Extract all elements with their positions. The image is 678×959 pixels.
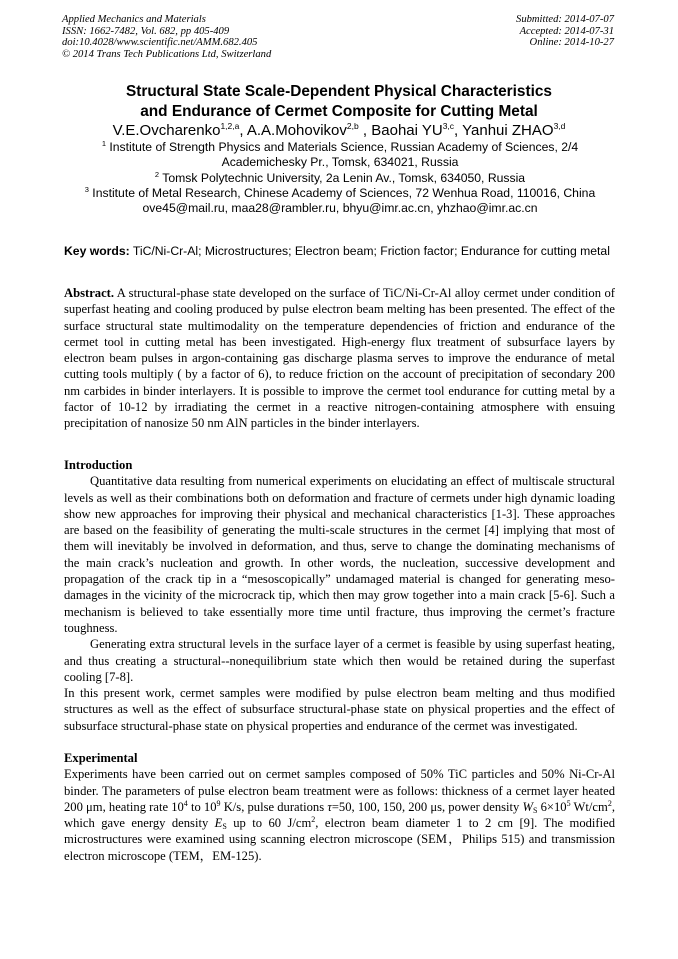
text-run: Wt/cm — [570, 799, 608, 814]
keywords-text: TiC/Ni-Cr-Al; Microstructures; Electron beam; Friction factor; Endurance for cutting metal — [129, 244, 610, 258]
affiliation-2 — [40, 171, 640, 186]
author-emails: ove45@mail.ru, maa28@rambler.ru, bhyu@imr.ac.cn, yhzhao@imr.ac.cn — [142, 201, 538, 216]
online-date: Online: 2014-10-27 — [529, 37, 614, 49]
affiliation-3 — [40, 186, 640, 201]
journal-copyright: © 2014 Trans Tech Publications Ltd, Switzerland — [62, 48, 272, 60]
affiliation-2-text: Tomsk Polytechnic University, 2a Lenin Av., Tomsk, 634050, Russia — [159, 170, 526, 185]
experimental-section — [64, 750, 615, 864]
abstract-text: A structural-phase state developed on the surface of TiC/Ni-Cr-Al alloy cermet under condition of superfast heating and cooling produced by pulse electron beam melting has been presented. The effect of the surface structural state multimodality on the temperature dependencies of friction and endurance of the cermet tool in cutting metal has been investigated. High-energy flux treatment of subsurface layers by electron beam pulses in argon-containing gas discharge plasma serves to improve the endurance of metal cutting tools multiply ( by a factor of 6), to reduce friction on the account of precipitation of secondary 200 nm carbides in binder interlayers. It is possible to improve the cermet tool endurance for cutting metal by a factor of 10-12 by irradiating the cermet in a reactive nitrogen-containing atmosphere with ensuing precipitation of nanosize 50 nm AlN particles in the binder interlayers. — [64, 286, 615, 431]
affiliation-1-text: Institute of Strength Physics and Materials Science, Russian Academy of Sciences, 2/4 — [106, 140, 579, 154]
text-run: , which gave energy density — [64, 799, 615, 831]
text-run: K/s, pulse durations — [220, 799, 328, 814]
exponent: 5 — [566, 798, 571, 808]
journal-name: Applied Mechanics and Materials — [62, 14, 206, 25]
accepted-date: Accepted: 2014-07-31 — [519, 25, 614, 37]
exponent: 2 — [607, 798, 612, 808]
symbol-e: E — [214, 816, 223, 831]
author-separator: , — [454, 122, 463, 139]
submission-dates — [516, 14, 614, 49]
text-run: =50, 100, 150, 200 μs, power density — [331, 799, 523, 814]
author-affiliation-mark: 2,b — [346, 121, 359, 131]
text-run: up to 60 J/cm — [226, 816, 312, 831]
submitted-date: Submitted: 2014-07-07 — [516, 14, 614, 25]
paper-title — [0, 82, 678, 122]
affiliations — [40, 140, 640, 216]
author-name: A.A.Mohovikov — [246, 122, 347, 139]
author-name: Yanhui ZHAO — [462, 122, 554, 139]
abstract-label: Abstract. — [64, 286, 115, 300]
experimental-heading: Experimental — [64, 751, 138, 765]
symbol-tau: τ — [327, 799, 332, 814]
author-affiliation-mark: 1,2,a — [220, 121, 240, 131]
keywords — [64, 243, 615, 259]
exponent: 9 — [216, 798, 221, 808]
subscript: S — [222, 822, 227, 832]
author-name: Baohai YU — [371, 122, 443, 139]
paragraph — [64, 766, 615, 864]
paragraph: Generating extra structural levels in the surface layer of a cermet is feasible by using superfast heating, and thus creating a structural--nonequilibrium state which then would be retained during the superfast cooling [7-8]. — [64, 637, 615, 684]
affiliation-mark: 2 — [154, 169, 160, 179]
exponent: 2 — [311, 815, 316, 825]
affiliation-1 — [40, 140, 640, 155]
author-name: V.E.Ovcharenko — [112, 122, 221, 139]
author-affiliation-mark: 3,d — [553, 121, 566, 131]
title-line-1: Structural State Scale-Dependent Physical Characteristics — [126, 83, 552, 100]
exponent: 4 — [183, 798, 188, 808]
abstract — [64, 285, 615, 432]
affiliation-mark: 3 — [84, 184, 89, 194]
paragraph: In this present work, cermet samples were modified by pulse electron beam melting and thus modified structures as well as the effect of subsurface structural-phase state on physical properties and the effect of subsurface structural-phase state on physical properties and endurance of the cermet was investigated. — [64, 686, 615, 733]
author-separator: , — [239, 122, 247, 139]
journal-doi: doi:10.4028/www.scientific.net/AMM.682.405 — [62, 37, 258, 49]
author-list — [0, 121, 678, 140]
text-run: to 10 — [187, 799, 217, 814]
journal-info — [62, 14, 271, 60]
author-affiliation-mark: 3,c — [442, 121, 455, 131]
journal-issn: ISSN: 1662-7482, Vol. 682, pp 405-409 — [62, 25, 230, 37]
introduction-heading: Introduction — [64, 458, 133, 472]
introduction-section — [64, 457, 615, 734]
affiliation-3-text: Institute of Metal Research, Chinese Academy of Sciences, 72 Wenhua Road, 110016, China — [88, 185, 596, 200]
title-line-2: and Endurance of Cermet Composite for Cutting Metal — [140, 103, 538, 120]
author-separator: , — [358, 122, 372, 139]
text-run: 6×10 — [537, 799, 567, 814]
paragraph: Quantitative data resulting from numerical experiments on elucidating an effect of multiscale structural levels as well as their combinations both on deformation and fracture of cermets under high dynamic loading show new approaches for improving their physical and mechanical characteristics [1-3]. These approaches are based on the feasibility of generating the multi-scale structures in the cermet [4] implying that most of them will inevitably be involved in deformation, and thus, serve to change the dominating mechanisms of the main crack’s nucleation and growth. In other words, the nucleation, successive development and propagation of the crack tip in a “mesoscopically” undamaged material is changed for generating meso-damages in the vicinity of the microcrack tip, which then may grow together into a main crack [5-6]. Such a mechanism is believed to take essentially more time until fracture, thus improving the cermet’s fracture toughness. — [64, 474, 615, 635]
keywords-label: Key words: — [64, 244, 130, 258]
symbol-w: W — [522, 799, 533, 814]
text-run: Experiments have been carried out on cermet samples composed of 50% TiC particles and 50% Ni-Cr-Al binder. The parameters of pulse electron beam treatment were as follows: thickness of a cermet layer heated 200 μm, heating rate 10 — [64, 767, 615, 814]
affiliation-mark: 1 — [101, 139, 106, 148]
subscript: S — [532, 805, 538, 815]
affiliation-1-address: Academichesky Pr., Tomsk, 634021, Russia — [221, 155, 459, 170]
text-run: , electron beam diameter 1 to 2 cm [9]. The modified microstructures were examined using scanning electron microscope (SEM，Philips 515) and transmission electron microscope (TEM，EM-125). — [64, 816, 615, 863]
